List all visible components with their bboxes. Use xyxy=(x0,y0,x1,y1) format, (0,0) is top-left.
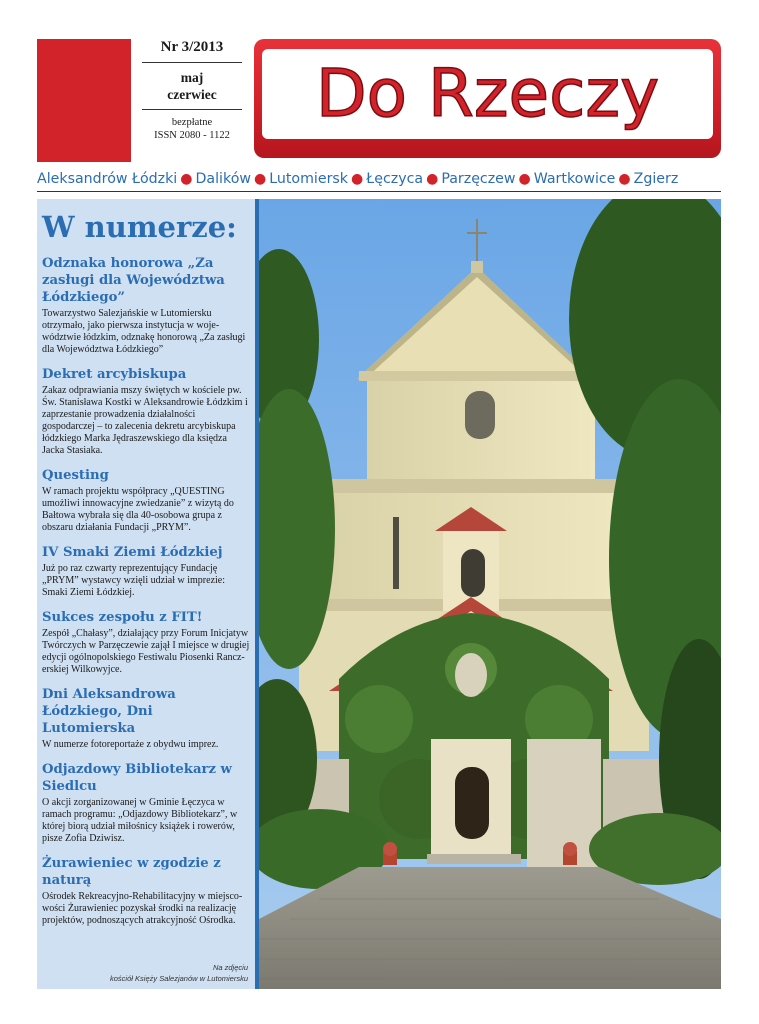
article-item[interactable] xyxy=(42,255,250,356)
article-summary: W numerze fotoreportaże z obydwu imprez. xyxy=(42,739,219,750)
photo-caption-line: kościół Księży Salezjanów w Lutomiersku xyxy=(110,974,248,983)
article-item[interactable] xyxy=(42,544,250,599)
masthead-panel xyxy=(262,49,713,139)
bullet-dot: ● xyxy=(351,171,364,187)
article-title: Dekret arcybiskupa xyxy=(42,367,187,382)
issue-price: bezpłatne xyxy=(171,117,213,128)
issue-info xyxy=(140,39,244,162)
article-title: Odznaka honorowa „Za zasługi dla Województwa Łódzkiego” xyxy=(42,256,225,305)
article-title: Sukces zespołu z FIT! xyxy=(42,610,203,625)
bullet-dot: ● xyxy=(253,171,267,187)
photo-caption-line: Na zdjęciu xyxy=(212,963,248,972)
issue-months xyxy=(140,69,244,103)
article-item[interactable] xyxy=(42,366,250,457)
issue-issn: ISSN 2080 - 1122 xyxy=(154,130,230,141)
article-item[interactable] xyxy=(42,609,250,676)
town-name: Aleksandrów Łódzki xyxy=(37,171,178,187)
cover-photo xyxy=(259,199,721,989)
article-summary: Ośrodek Rekreacyjno-Rehabilitacyjny w miejscowości Żurawieniec pozyskał środki na realizację projektów, podnoszących atrakcyjność Ośrodka. xyxy=(42,891,243,926)
issue-number: Nr 3/2013 xyxy=(160,39,224,55)
article-summary: Zespół „Chałasy”, działający przy Forum Inicjatyw Twórczych w Parzęczewie zajął I miejsce w drugiej edycji ogólnopolskiego Festiwalu Piosenki Ranczerskiej Wilkowyjce. xyxy=(42,628,250,675)
red-color-block xyxy=(37,39,131,162)
article-summary: Zakaz odprawiania mszy świętych w kościele pw. Św. Stanisława Kostki w Aleksandrowie Łódzkim i zaprzestanie prowadzenia działalności gospodarczej – to zalecenia dekretu arcybiskupa łódzkiego Marka Jędraszewskiego dla księdza Jacka Stasiaka. xyxy=(42,385,248,456)
article-item[interactable] xyxy=(42,467,250,534)
issue-month-1: maj xyxy=(180,70,204,85)
article-item[interactable] xyxy=(42,761,250,845)
issue-month-2: czerwiec xyxy=(167,87,217,102)
bullet-dot: ● xyxy=(180,171,193,187)
divider xyxy=(142,62,242,63)
article-summary: Już po raz czwarty reprezentujący Fundację „PRYM” wystawcy wzięli udział w imprezie: Smaki Ziemi Łódzkiej. xyxy=(42,563,226,598)
town-name: Parzęczew xyxy=(441,171,516,187)
article-title: Żurawieniec w zgodzie z naturą xyxy=(42,856,221,888)
bullet-dot: ● xyxy=(618,171,631,187)
bullet-dot: ● xyxy=(426,171,439,187)
divider xyxy=(142,109,242,110)
town-name: Zgierz xyxy=(633,171,679,187)
town-name: Lutomiersk xyxy=(269,171,349,187)
masthead-title: Do Rzeczy xyxy=(315,55,660,132)
article-summary: O akcji zorganizowanej w Gminie Łęczyca w ramach programu: „Odjazdowy Bibliotekarz”, w której biorą udział miłośnicy książek i rowerów, pisze Zofia Dziwisz. xyxy=(42,797,238,844)
article-summary: Towarzystwo Salezjańskie w Lutomiersku otrzymało, jako pierwsza instytucja w województwie łódzkim, odznakę honorową „Za zasługi dla Województwa Łódzkiego” xyxy=(42,308,246,355)
town-name: Wartkowice xyxy=(533,171,616,187)
bullet-dot: ● xyxy=(518,171,531,187)
towns-bar xyxy=(37,168,721,192)
article-title: Dni Aleksandrowa Łódzkiego, Dni Lutomierska xyxy=(42,687,176,736)
article-summary: W ramach projektu współpracy „QUESTING umożliwi innowacyjne zwiedzanie” z wizytą do Bałtowa wybrała się dla 40-osobowa grupa z obszaru działania Fundacji „PRYM”. xyxy=(42,486,234,533)
article-title: Odjazdowy Bibliotekarz w Siedlcu xyxy=(42,762,232,794)
town-name: Łęczyca xyxy=(366,171,424,187)
article-title: IV Smaki Ziemi Łódzkiej xyxy=(42,545,223,560)
contents-sidebar xyxy=(37,199,255,989)
contents-heading: W numerze: xyxy=(42,210,237,244)
article-item[interactable] xyxy=(42,855,250,927)
town-name: Dalików xyxy=(195,171,251,187)
article-title: Questing xyxy=(42,468,109,483)
photo-caption xyxy=(100,962,248,984)
article-item[interactable] xyxy=(42,686,250,751)
masthead xyxy=(254,39,721,158)
